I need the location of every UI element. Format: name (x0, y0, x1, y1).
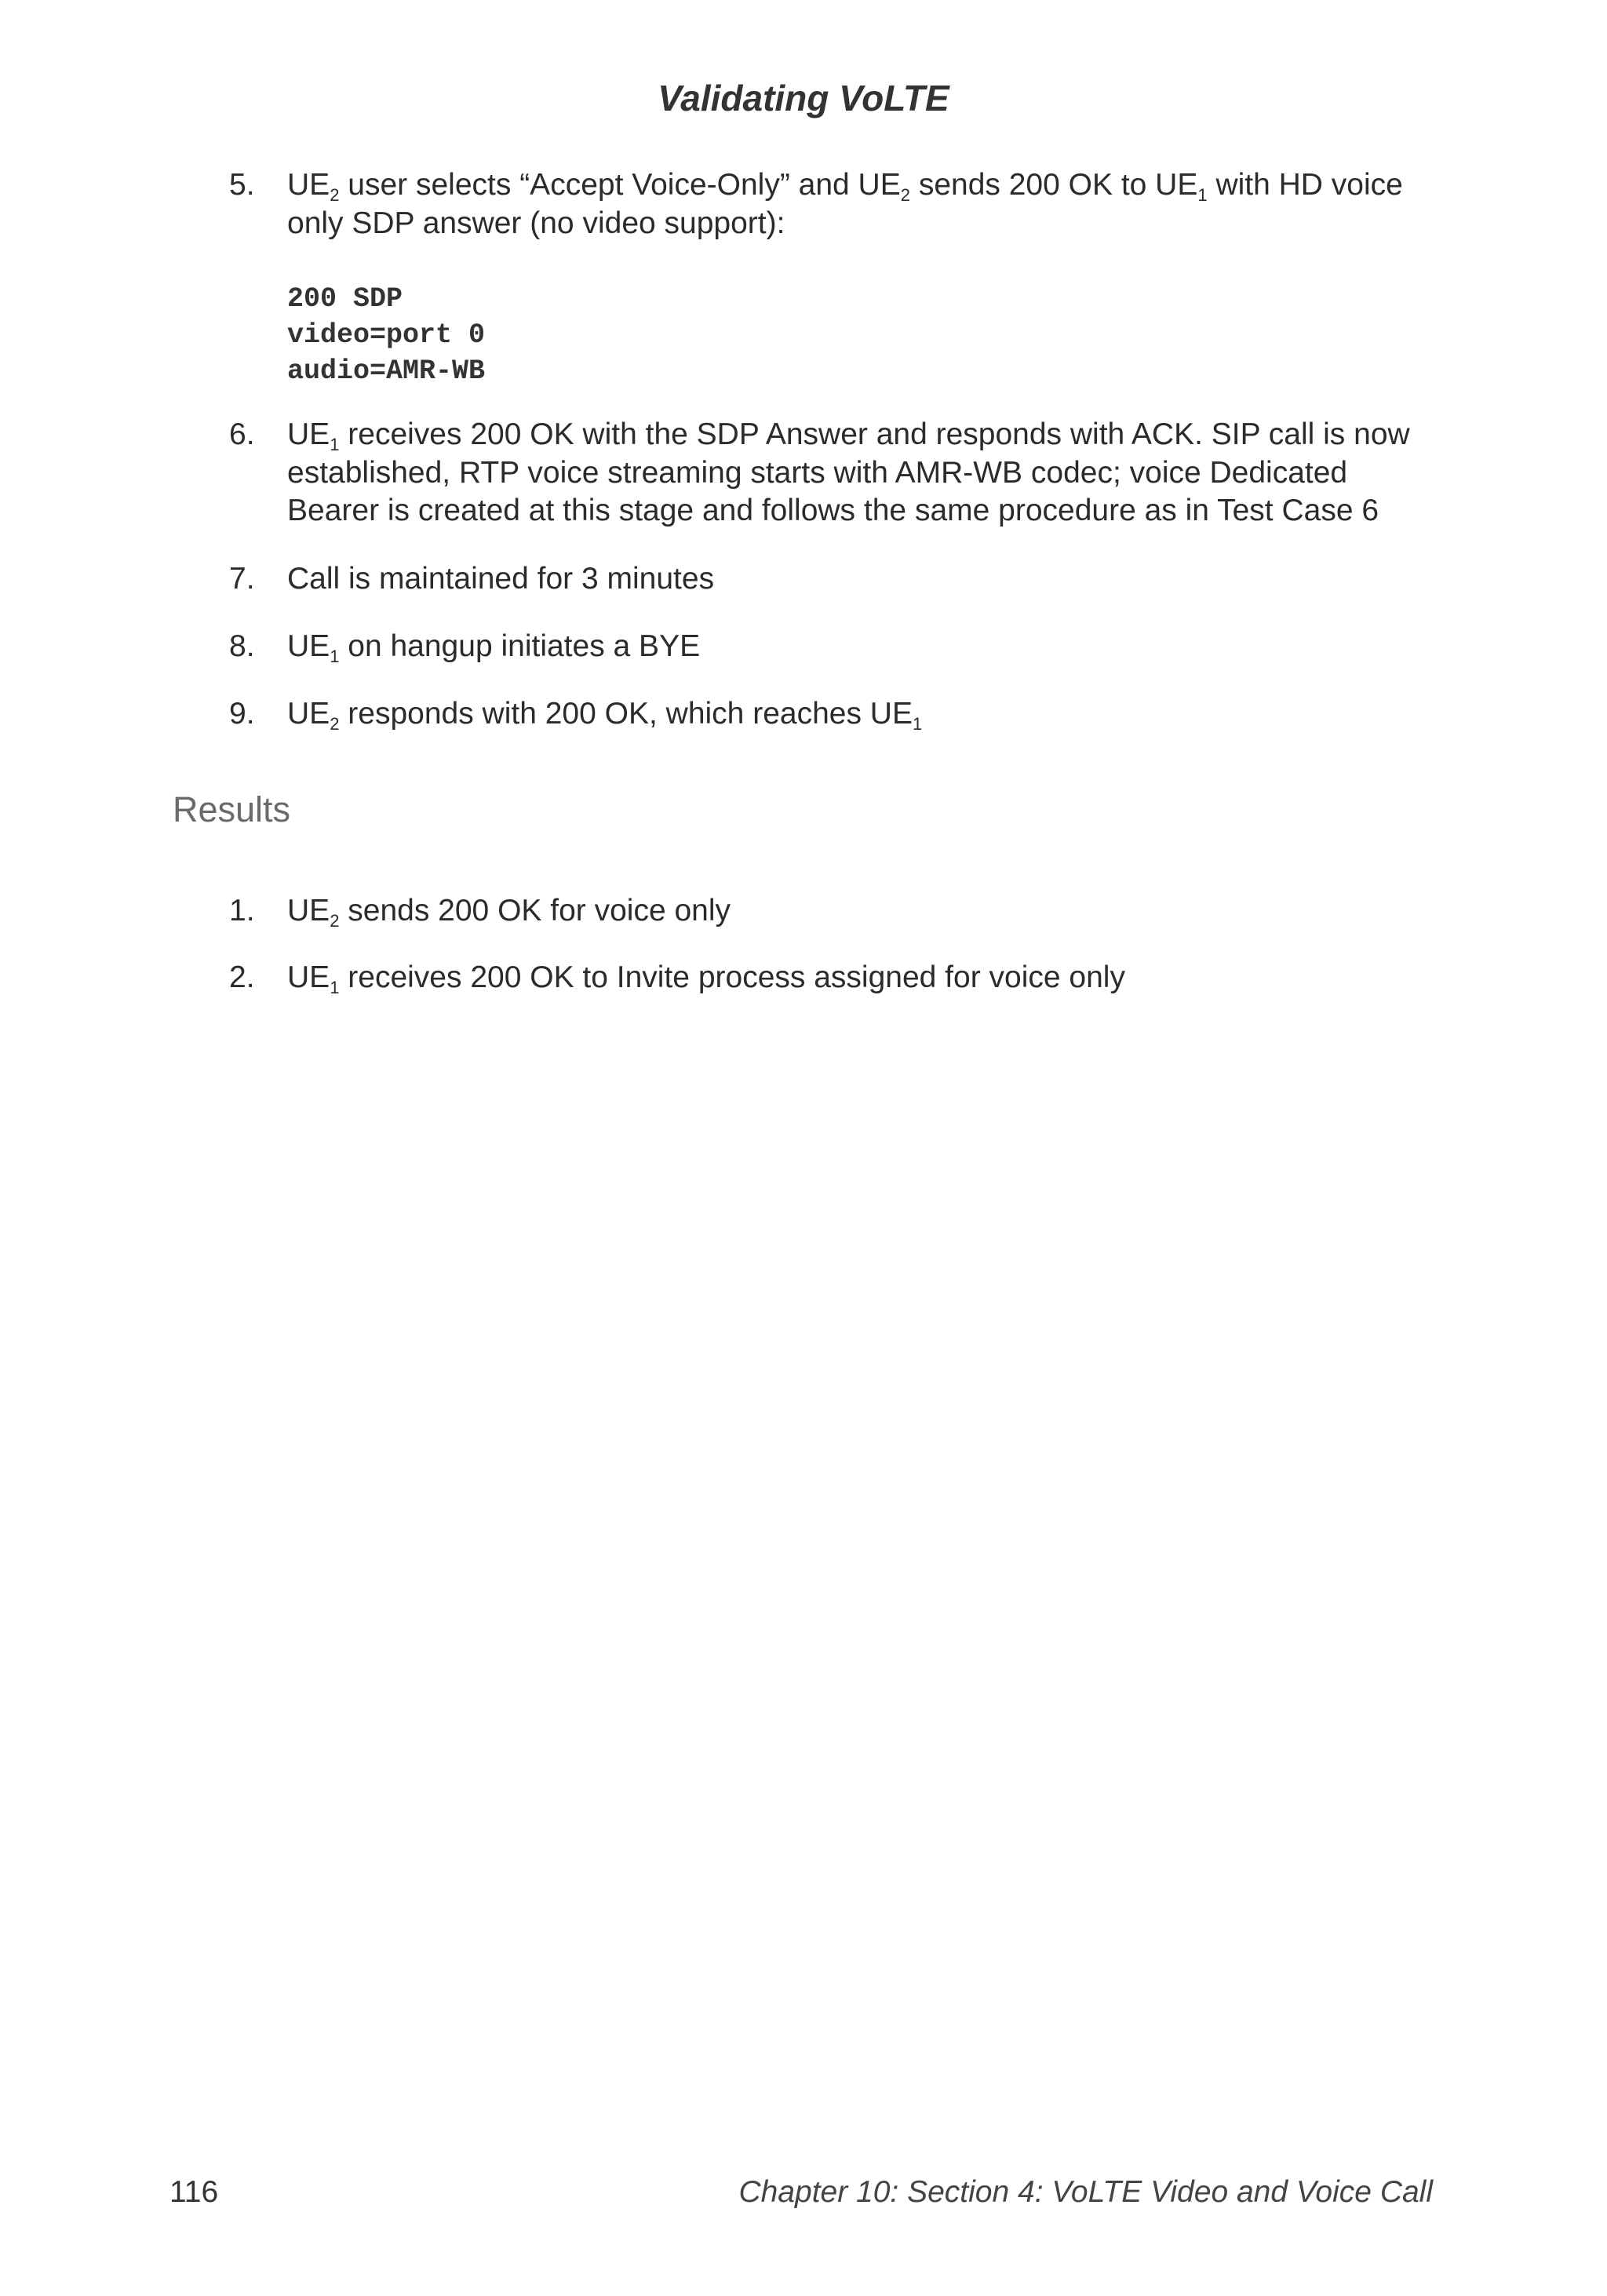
list-text: Call is maintained for 3 minutes (287, 562, 715, 596)
list-text: $UE_1$ receives 200 OK to Invite process assigned for voice only (287, 960, 1125, 997)
list-number: 1. (229, 894, 255, 928)
running-head-title: Validating VoLTE (658, 78, 949, 118)
list-text: $UE_2$ responds with 200 OK, which reaches $UE_1$ (287, 697, 923, 734)
list-text: $UE_2$ user selects “Accept Voice-Only” and $UE_2$ sends 200 OK to $UE_1$ with HD voice only SDP answer (no video support): (287, 168, 1403, 240)
list-number: 7. (229, 562, 255, 596)
list-number: 9. (229, 697, 255, 731)
list-number: 2. (229, 960, 255, 994)
list-number: 5. (229, 168, 255, 202)
list-number: 6. (229, 417, 255, 451)
section-heading-results: Results (173, 789, 291, 829)
list-text: $UE_1$ receives 200 OK with the SDP Answer and responds with ACK. SIP call is now established, RTP voice streaming starts with AMR-WB codec; voice Dedicated Bearer is created at this stage and follows the same procedure as in Test Case 6 (287, 417, 1410, 527)
code-line: 200 SDP (287, 283, 403, 315)
code-line: audio=AMR-WB (287, 355, 486, 387)
page-number: 116 (169, 2175, 219, 2209)
list-text: $UE_1$ on hangup initiates a BYE (287, 629, 701, 666)
code-block (287, 281, 485, 389)
list-number: 8. (229, 629, 255, 663)
list-text: $UE_2$ sends 200 OK for voice only (287, 894, 731, 931)
footer-chapter-title: Chapter 10: Section 4: VoLTE Video and Voice Call (738, 2175, 1433, 2209)
code-line: video=port 0 (287, 319, 486, 351)
